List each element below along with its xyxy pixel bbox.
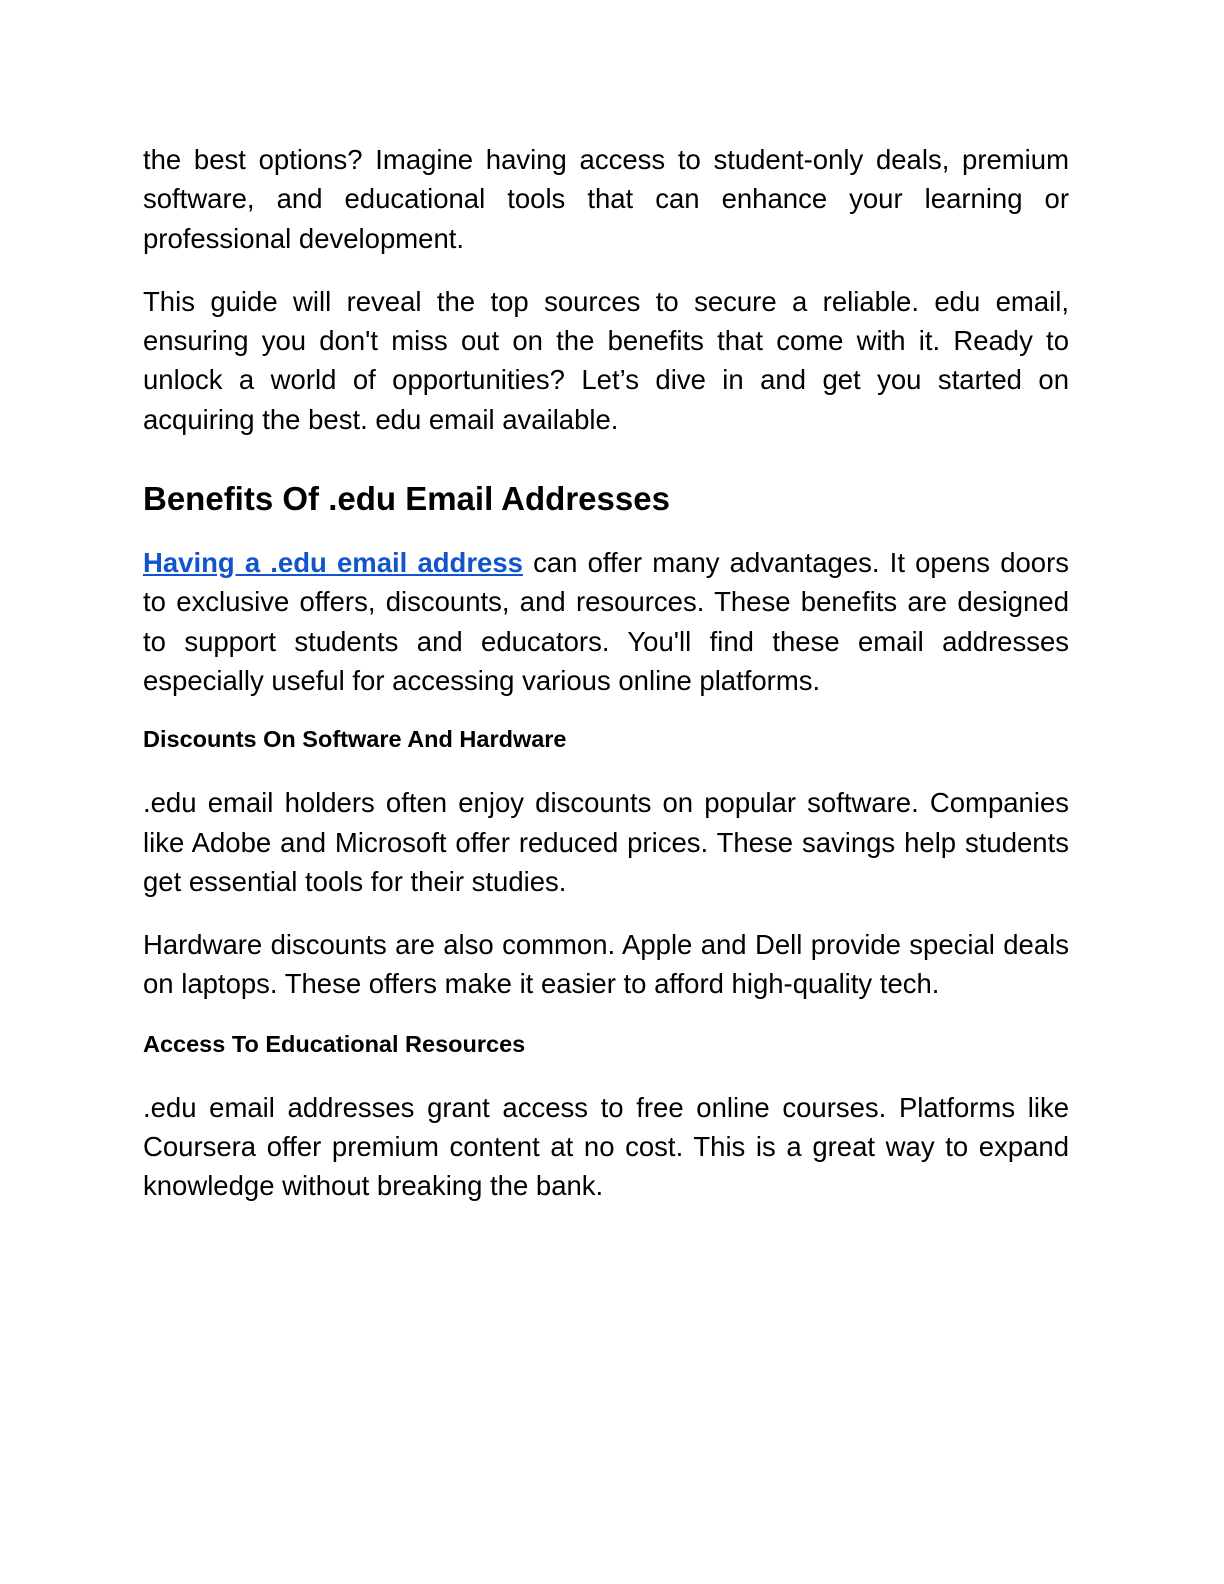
edu-email-address-link[interactable]: Having a .edu email address <box>143 547 523 579</box>
benefits-paragraph <box>143 543 1069 700</box>
benefits-heading: Benefits Of .edu Email Addresses <box>143 480 670 518</box>
educational-resources-paragraph: .edu email addresses grant access to free online courses. Platforms like Coursera offer premium content at no cost. This is a great way to expand knowledge without breaking the bank. <box>143 1091 1069 1202</box>
resources-subheading: Access To Educational Resources <box>143 1030 526 1057</box>
guide-paragraph: This guide will reveal the top sources to secure a reliable. edu email, ensuring you don't miss out on the benefits that come with it. Ready to unlock a world of opportunities? Let’s dive in and get you started on acquiring the best. edu email available. <box>143 285 1069 435</box>
software-discounts-paragraph: .edu email holders often enjoy discounts on popular software. Companies like Adobe and Microsoft offer reduced prices. These savings help students get essential tools for their studies. <box>143 787 1069 897</box>
benefits-paragraph-text: can offer many advantages. It opens doors to exclusive offers, discounts, and resources. These benefits are designed to support students and educators. You'll find these email addresses especially useful for accessing various online platforms. <box>143 547 1069 696</box>
document-page <box>143 140 1069 1206</box>
discounts-subheading: Discounts On Software And Hardware <box>143 726 567 753</box>
hardware-discounts-paragraph: Hardware discounts are also common. Apple and Dell provide special deals on laptops. These offers make it easier to afford high-quality tech. <box>143 929 1069 1000</box>
intro-continuation-paragraph: the best options? Imagine having access to student-only deals, premium software, and educational tools that can enhance your learning or professional development. <box>143 144 1069 254</box>
